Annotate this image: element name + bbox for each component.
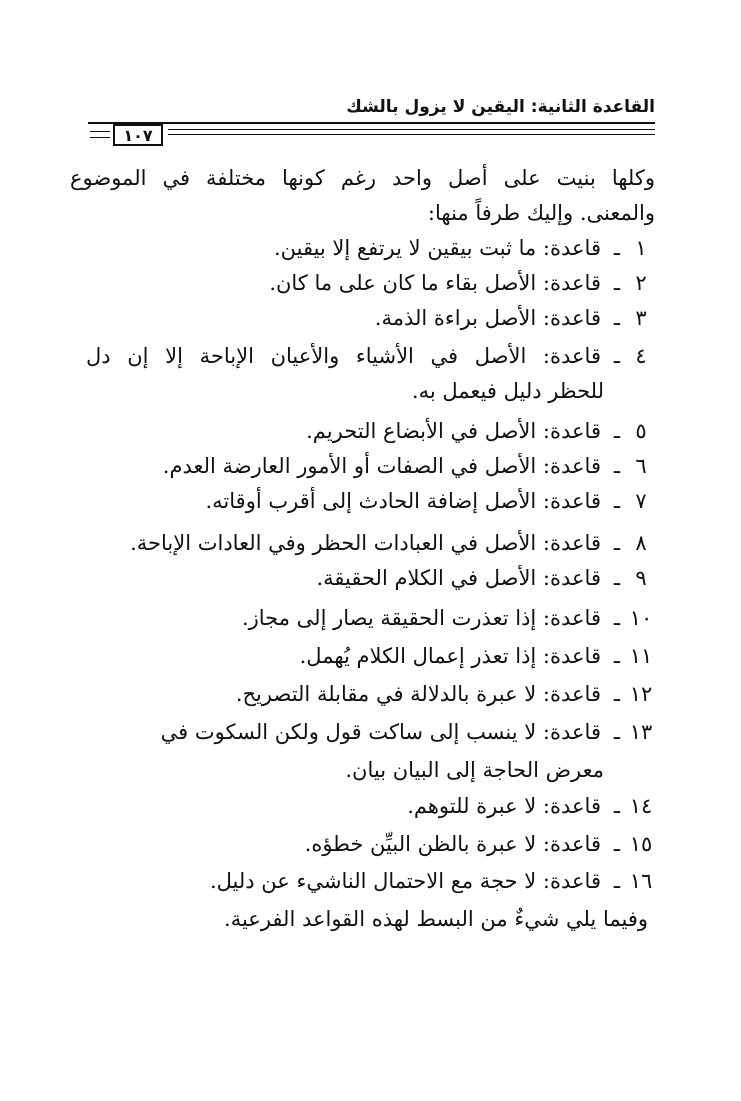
rule-text: قاعدة: لا حجة مع الاحتمال الناشيء عن دليل. [209,869,601,893]
rule-text: قاعدة: ما ثبت بيقين لا يرتفع إلا بيقين. [273,236,601,260]
rule-number: ٧ [635,489,647,513]
rule-dash: ـ [613,344,621,368]
rule-number: ٢ [635,271,647,295]
rule-number: ٥ [635,419,647,443]
rule-number: ١١ [629,644,653,668]
rule-dash: ـ [613,566,621,590]
rule-text: قاعدة: الأصل في العبادات الحظر وفي العادات الإباحة. [130,531,601,555]
rule-dash: ـ [613,832,621,856]
rule-text: قاعدة: لا ينسب إلى ساكت قول ولكن السكوت في [160,720,601,744]
rule-number: ١٠ [629,606,653,630]
running-head: القاعدة الثانية: اليقين لا يزول بالشك [346,97,655,117]
header-rule [88,122,655,124]
rule-continuation: للحظر دليل فيعمل به. [411,379,604,403]
closing-line: وفيما يلي شيءٌ من البسط لهذه القواعد الفرعية. [224,907,648,931]
rule-dash: ـ [613,454,621,478]
rule-dash: ـ [613,489,621,513]
rule-text: قاعدة: لا عبرة بالظن البيِّن خطؤه. [304,832,601,856]
rule-dash: ـ [613,869,621,893]
intro-line: والمعنى. وإليك طرفاً منها: [427,201,655,225]
rule-number: ٤ [635,344,647,368]
rule-dash: ـ [613,531,621,555]
rule-dash: ـ [613,794,621,818]
rule-number: ٦ [635,454,647,478]
rule-text: قاعدة: إذا تعذر إعمال الكلام يُهمل. [299,644,601,668]
header-double-rule [168,129,655,130]
header-double-rule [168,134,655,135]
rule-text: قاعدة: الأصل براءة الذمة. [374,306,601,330]
rule-text: قاعدة: الأصل في الأشياء والأعيان الإباحة إلا إن دل [86,344,601,368]
rule-text: قاعدة: الأصل في الصفات أو الأمور العارضة العدم. [162,454,601,478]
rule-text: قاعدة: الأصل في الكلام الحقيقة. [316,566,601,590]
page-number-dash [90,131,110,132]
rule-number: ١٦ [629,869,653,893]
page-number: ١٠٧ [113,124,163,146]
rule-dash: ـ [613,606,621,630]
rule-number: ٣ [635,306,647,330]
rule-number: ١ [635,236,647,260]
rule-dash: ـ [613,720,621,744]
rule-dash: ـ [613,419,621,443]
rule-number: ٩ [635,566,647,590]
page-number-dash [90,137,110,138]
rule-dash: ـ [613,682,621,706]
rule-dash: ـ [613,236,621,260]
rule-text: قاعدة: لا عبرة للتوهم. [407,794,601,818]
rule-text: قاعدة: الأصل إضافة الحادث إلى أقرب أوقاته. [205,489,601,513]
rule-text: قاعدة: إذا تعذرت الحقيقة يصار إلى مجاز. [241,606,601,630]
rule-text: قاعدة: الأصل بقاء ما كان على ما كان. [269,271,601,295]
rule-number: ١٥ [629,832,653,856]
rule-number: ١٣ [629,720,653,744]
rule-number: ١٢ [629,682,653,706]
rule-number: ١٤ [629,794,653,818]
rule-number: ٨ [635,531,647,555]
rule-continuation: معرض الحاجة إلى البيان بيان. [345,758,604,782]
rule-text: قاعدة: لا عبرة بالدلالة في مقابلة التصريح. [235,682,601,706]
rule-dash: ـ [613,644,621,668]
rule-text: قاعدة: الأصل في الأبضاع التحريم. [306,419,601,443]
rule-dash: ـ [613,271,621,295]
intro-line: وكلها بنيت على أصل واحد رغم كونها مختلفة في الموضوع [70,166,655,190]
rule-dash: ـ [613,306,621,330]
